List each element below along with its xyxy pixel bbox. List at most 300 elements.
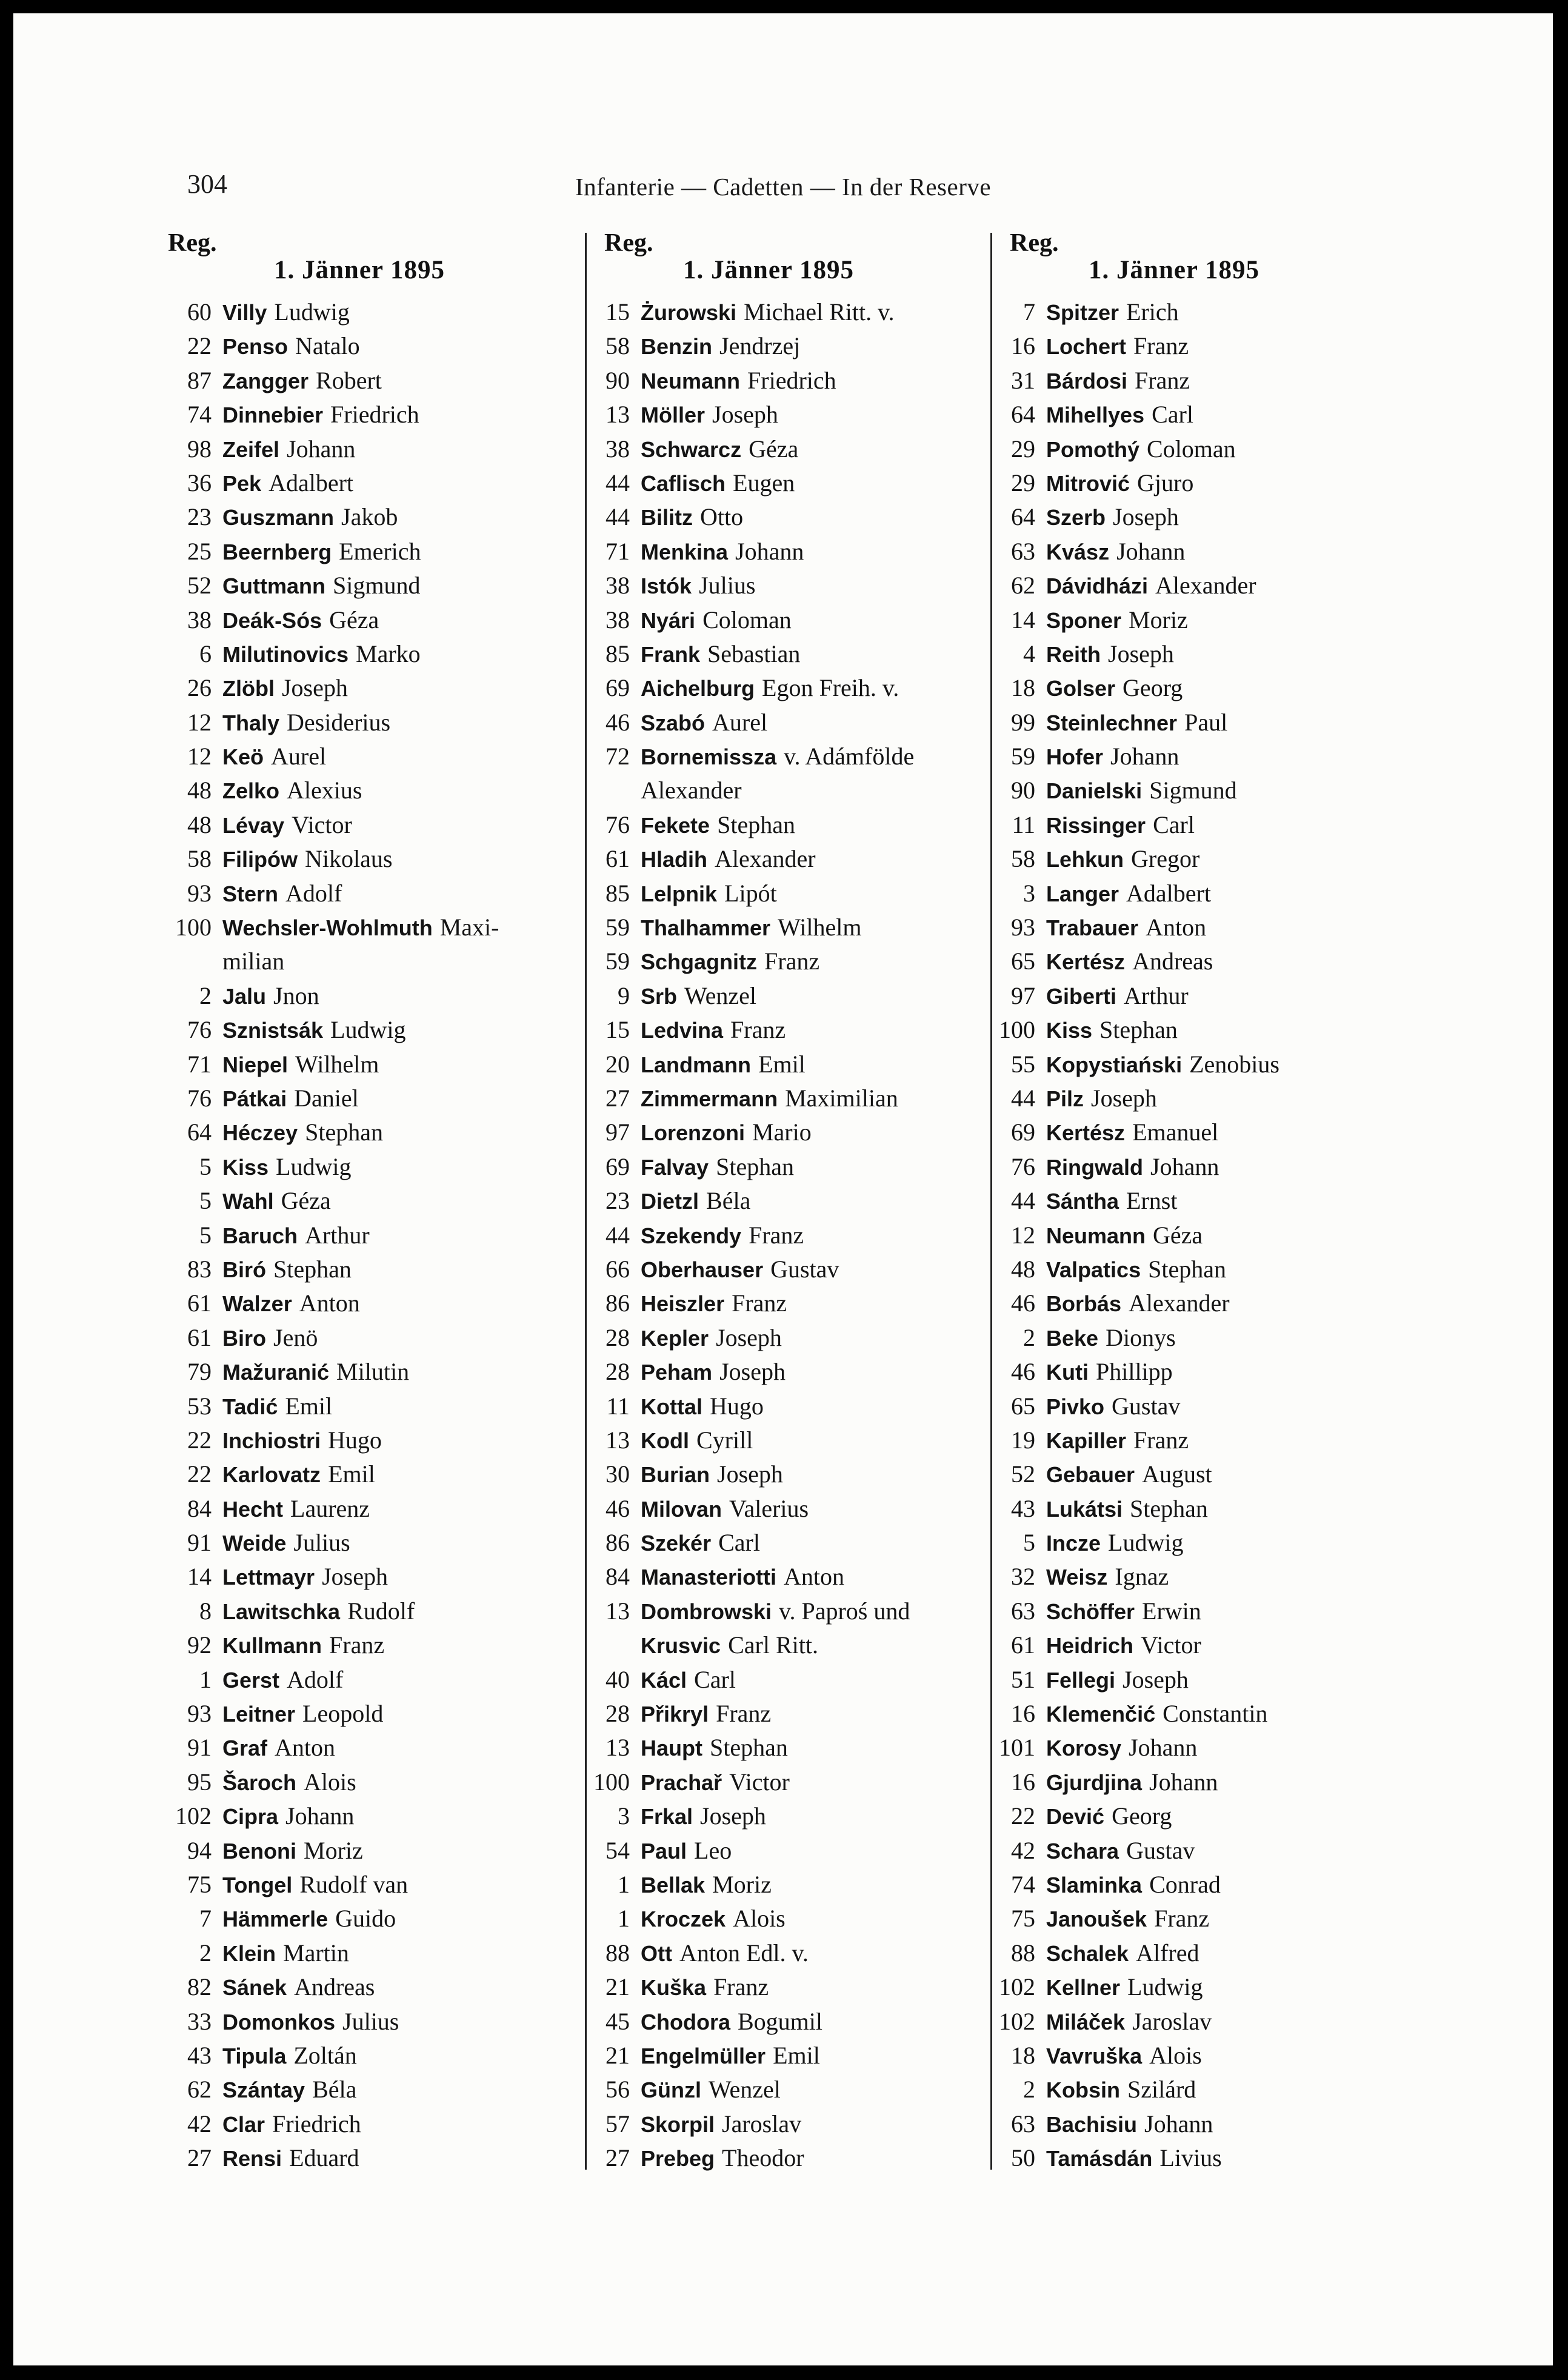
cadet-name — [641, 1936, 809, 1971]
regiment-number: 102 — [999, 2007, 1035, 2035]
given-name: Julius — [342, 2007, 399, 2035]
given-name: Adolf — [285, 879, 342, 907]
list-item — [586, 1868, 989, 1902]
surname: Wahl — [222, 1189, 274, 1214]
list-item — [992, 569, 1404, 603]
given-name: Emil — [773, 2041, 820, 2069]
list-item — [992, 1868, 1404, 1902]
list-item — [586, 535, 989, 569]
cadet-name — [222, 535, 421, 569]
given-name: Ludwig — [276, 1152, 352, 1180]
regiment-number: 93 — [187, 879, 212, 907]
cadet-name — [222, 808, 352, 843]
given-name: August — [1142, 1460, 1212, 1488]
list-item — [168, 603, 580, 637]
surname: Mažuranić — [222, 1360, 330, 1385]
surname: Zangger — [222, 368, 309, 393]
reg-label: Reg. — [168, 229, 217, 257]
given-name: Gustav — [770, 1255, 839, 1283]
regiment-number: 69 — [606, 1152, 630, 1180]
list-item — [586, 1252, 989, 1286]
cadet-name — [222, 329, 360, 364]
surname: Rissinger — [1046, 812, 1146, 838]
surname: Kvász — [1046, 539, 1110, 564]
surname: Steinlechner — [1046, 710, 1178, 735]
regiment-number: 1 — [199, 1665, 212, 1693]
surname: Lehkun — [1046, 847, 1124, 872]
surname: Bornemissza — [641, 744, 777, 770]
given-name: Daniel — [294, 1084, 359, 1112]
given-name: Marko — [356, 640, 421, 667]
surname: Graf — [222, 1736, 268, 1761]
surname: Reith — [1046, 641, 1101, 667]
regiment-number: 97 — [1011, 981, 1035, 1009]
cadet-name — [1046, 603, 1188, 638]
regiment-number: 88 — [606, 1939, 630, 1967]
cadet-name — [1046, 1663, 1189, 1697]
cadet-name — [222, 569, 420, 603]
regiment-number: 13 — [606, 1426, 630, 1454]
surname: Pivko — [1046, 1394, 1105, 1419]
list-item — [168, 364, 580, 398]
cadet-name — [641, 911, 861, 945]
given-name: Gregor — [1131, 845, 1200, 873]
surname: Lochert — [1046, 334, 1127, 359]
regiment-number: 59 — [606, 948, 630, 975]
list-item — [168, 398, 580, 432]
cadet-name — [641, 1799, 766, 1834]
cadet-name — [1046, 466, 1193, 501]
cadet-name — [641, 706, 767, 740]
regiment-number: 44 — [1011, 1084, 1035, 1112]
cadet-name — [641, 808, 795, 843]
regiment-number: 29 — [1011, 435, 1035, 463]
list-item — [992, 1252, 1404, 1286]
given-name: Zoltán — [293, 2041, 357, 2069]
regiment-number: 21 — [606, 2041, 630, 2069]
surname: Bárdosi — [1046, 368, 1128, 393]
surname: Guszmann — [222, 505, 335, 530]
regiment-number: 93 — [1011, 914, 1035, 941]
cadet-name — [1046, 1628, 1201, 1663]
surname: Kertész — [1046, 949, 1126, 975]
list-item — [586, 398, 989, 432]
regiment-number: 16 — [1011, 332, 1035, 360]
given-name: Andreas — [1132, 948, 1213, 975]
regiment-number: 15 — [606, 1016, 630, 1044]
given-name: Conrad — [1149, 1870, 1221, 1898]
regiment-number: 14 — [1011, 606, 1035, 633]
surname: Kuška — [641, 1975, 707, 2001]
cadet-name — [222, 774, 362, 808]
list-item — [168, 2107, 580, 2141]
list-item — [992, 535, 1404, 569]
cadet-name — [641, 1594, 910, 1629]
surname: Chodora — [641, 2009, 730, 2034]
list-item — [586, 808, 989, 842]
regiment-number: 99 — [1011, 708, 1035, 736]
list-item — [168, 1184, 580, 1218]
list-item — [168, 2073, 580, 2107]
surname: Srb — [641, 983, 678, 1009]
regiment-number: 7 — [1023, 298, 1035, 326]
surname: Zimmermann — [641, 1086, 778, 1111]
given-name: Lipót — [724, 879, 777, 907]
given-name: Franz — [713, 1973, 769, 2001]
list-item — [586, 1628, 989, 1662]
given-name: Ludwig — [1127, 1973, 1203, 2001]
regiment-number: 63 — [1011, 2110, 1035, 2138]
regiment-number: 13 — [606, 1734, 630, 1762]
list-item — [168, 1355, 580, 1389]
cadet-name — [1046, 1765, 1218, 1800]
surname: Bachisiu — [1046, 2111, 1138, 2137]
surname: Zeifel — [222, 436, 280, 462]
given-name: Julius — [293, 1529, 350, 1557]
cadet-name — [222, 1048, 379, 1082]
surname: Burian — [641, 1462, 710, 1488]
regiment-number: 101 — [999, 1734, 1035, 1762]
given-name: Johann — [1144, 2110, 1213, 2138]
surname: Klemenčić — [1046, 1702, 1156, 1727]
cadet-name — [641, 1252, 839, 1287]
given-name: Moriz — [304, 1836, 363, 1864]
regiment-number: 93 — [187, 1700, 212, 1728]
list-item — [586, 1321, 989, 1355]
given-name: Béla — [706, 1187, 751, 1215]
regiment-number: 62 — [1011, 572, 1035, 600]
cadet-name — [222, 1355, 409, 1389]
given-name: Laurenz — [290, 1494, 370, 1522]
surname: Milovan — [641, 1496, 722, 1522]
regiment-number: 30 — [606, 1460, 630, 1488]
cadet-name — [1046, 706, 1227, 740]
given-name: Emerich — [339, 537, 421, 565]
given-name: Alexius — [287, 777, 362, 804]
cadet-name — [222, 2141, 359, 2176]
regiment-number: 5 — [199, 1187, 212, 1215]
regiment-number: 4 — [1023, 640, 1035, 667]
given-name: Franz — [732, 1289, 787, 1317]
regiment-number: 19 — [1011, 1426, 1035, 1454]
surname: Schalek — [1046, 1940, 1129, 1966]
regiment-number: 100 — [593, 1768, 630, 1796]
surname: Sánek — [222, 1975, 287, 2001]
cadet-name — [1046, 740, 1179, 774]
surname: Sántha — [1046, 1189, 1119, 1214]
given-name: Joseph — [717, 1460, 783, 1488]
cadet-name — [641, 1150, 794, 1185]
list-item — [586, 740, 989, 774]
cadet-name — [641, 364, 836, 398]
given-name: Victor — [1141, 1631, 1201, 1659]
date-label: 1. Jänner 1895 — [1089, 256, 1259, 284]
regiment-number: 2 — [199, 981, 212, 1009]
cadet-name — [222, 1081, 359, 1116]
list-item — [168, 1628, 580, 1662]
given-name: Sebastian — [707, 640, 801, 667]
surname: Heiszler — [641, 1291, 725, 1317]
list-item — [992, 911, 1404, 944]
cadet-name — [641, 637, 800, 672]
list-item — [168, 500, 580, 534]
list-item — [992, 1081, 1404, 1115]
surname: Schgagnitz — [641, 949, 758, 975]
surname: Kullmann — [222, 1633, 322, 1659]
regiment-number: 46 — [1011, 1289, 1035, 1317]
cadet-name — [1046, 637, 1174, 672]
list-item — [992, 329, 1404, 363]
regiment-number: 75 — [187, 1870, 212, 1898]
cadet-name — [641, 1970, 769, 2005]
surname: Sznistsák — [222, 1018, 324, 1043]
list-item — [992, 1389, 1404, 1423]
surname: Bellak — [641, 1872, 706, 1897]
given-name: Rudolf — [347, 1597, 415, 1625]
cadet-name — [641, 603, 792, 638]
column-2 — [586, 229, 989, 2175]
list-item — [168, 1560, 580, 1594]
cadet-name — [222, 295, 350, 330]
list-item — [586, 911, 989, 944]
list-item — [168, 1492, 580, 1526]
regiment-number: 23 — [606, 1187, 630, 1215]
list-item — [586, 1765, 989, 1799]
surname: Bilitz — [641, 505, 693, 530]
surname: Deák-Sós — [222, 607, 322, 633]
cadet-name — [1046, 774, 1237, 808]
given-name: Egon Freih. v. — [762, 674, 899, 702]
regiment-number: 58 — [187, 845, 212, 873]
surname: Haupt — [641, 1736, 702, 1761]
cadet-name — [222, 2005, 399, 2039]
regiment-number: 11 — [1012, 811, 1035, 838]
regiment-number: 38 — [187, 606, 212, 633]
surname: Lelpnik — [641, 881, 718, 906]
cadet-name — [222, 1286, 360, 1321]
given-name: Alexander — [715, 845, 816, 873]
given-name: Martin — [283, 1939, 349, 1967]
cadet-name — [222, 637, 421, 672]
regiment-number: 95 — [187, 1768, 212, 1796]
cadet-name — [641, 2039, 820, 2073]
regiment-number: 65 — [1011, 948, 1035, 975]
list-item — [168, 466, 580, 500]
regiment-number: 97 — [606, 1118, 630, 1146]
given-name: Aurel — [712, 708, 768, 736]
regiment-number: 50 — [1011, 2144, 1035, 2172]
surname: Keö — [222, 744, 264, 770]
surname: Mitrović — [1046, 470, 1130, 496]
regiment-number: 28 — [606, 1358, 630, 1386]
list-item — [586, 569, 989, 603]
surname: Leitner — [222, 1702, 296, 1727]
given-name: Otto — [700, 503, 744, 531]
cadet-name — [222, 1115, 383, 1150]
regiment-number: 60 — [187, 298, 212, 326]
surname: Benoni — [222, 1838, 296, 1864]
given-name: Joseph — [712, 401, 778, 429]
cadet-name — [641, 466, 795, 501]
surname: Landmann — [641, 1052, 752, 1077]
list-item — [992, 364, 1404, 398]
date-label: 1. Jänner 1895 — [683, 256, 854, 284]
list-item — [992, 2039, 1404, 2073]
cadet-name — [641, 1218, 804, 1253]
cadet-name — [222, 500, 398, 535]
surname: Šaroch — [222, 1770, 297, 1795]
surname: Pátkai — [222, 1086, 287, 1111]
list-item — [992, 1184, 1404, 1218]
surname: Żurowski — [641, 300, 737, 325]
list-item — [168, 911, 580, 944]
cadet-name — [1046, 1355, 1173, 1389]
regiment-number: 86 — [606, 1289, 630, 1317]
cadet-name — [222, 1902, 396, 1936]
cadet-name — [222, 1765, 356, 1800]
given-name: Wilhelm — [295, 1050, 379, 1078]
regiment-number: 92 — [187, 1631, 212, 1659]
regiment-number: 82 — [187, 1973, 212, 2001]
cadet-name — [1046, 979, 1189, 1014]
regiment-number: 85 — [606, 640, 630, 667]
given-name: Alois — [1149, 2041, 1202, 2069]
list-item — [168, 1389, 580, 1423]
given-name: Joseph — [1091, 1084, 1157, 1112]
list-item — [168, 1663, 580, 1697]
surname: Schara — [1046, 1838, 1119, 1864]
given-name: Johann — [285, 1802, 355, 1830]
cadet-name — [1046, 1048, 1279, 1082]
list-item — [168, 979, 580, 1013]
surname: Heidrich — [1046, 1633, 1134, 1659]
regiment-number: 38 — [606, 572, 630, 600]
page-header — [13, 169, 1553, 205]
list-item — [168, 1765, 580, 1799]
list-item — [586, 1355, 989, 1389]
regiment-number: 64 — [187, 1118, 212, 1146]
list-item — [992, 466, 1404, 500]
list-item — [992, 1697, 1404, 1731]
cadet-name — [1046, 2073, 1196, 2107]
list-item — [586, 1902, 989, 1936]
list-item — [168, 1526, 580, 1560]
regiment-number: 44 — [1011, 1187, 1035, 1215]
surname: Prebeg — [641, 2146, 715, 2171]
list-item — [168, 1321, 580, 1355]
surname: Hofer — [1046, 744, 1104, 770]
list-item — [168, 2039, 580, 2073]
cadet-name — [641, 1389, 764, 1424]
surname: Kottal — [641, 1394, 702, 1419]
given-name: Victor — [729, 1768, 790, 1796]
list-item — [168, 1868, 580, 1902]
regiment-number: 94 — [187, 1836, 212, 1864]
cadet-name — [1046, 1115, 1218, 1150]
regiment-number: 44 — [606, 469, 630, 496]
column-header — [992, 229, 1404, 295]
regiment-number: 79 — [187, 1358, 212, 1386]
surname: Langer — [1046, 881, 1119, 906]
surname: Biró — [222, 1257, 266, 1282]
list-item — [992, 1628, 1404, 1662]
list-item — [586, 2039, 989, 2073]
regiment-number: 27 — [606, 1084, 630, 1112]
cadet-name — [641, 1628, 818, 1663]
list-item — [992, 706, 1404, 740]
given-name: Ludwig — [1108, 1529, 1184, 1557]
regiment-number: 65 — [1011, 1392, 1035, 1420]
surname: Schöffer — [1046, 1599, 1135, 1624]
given-name: Stephan — [273, 1255, 352, 1283]
regiment-number: 76 — [1011, 1152, 1035, 1180]
given-name: Anton — [299, 1289, 360, 1317]
cadet-name — [1046, 1594, 1201, 1629]
given-name: Alexander — [1155, 572, 1256, 600]
given-name: Franz — [749, 1221, 804, 1249]
given-name: Valerius — [729, 1494, 809, 1522]
surname: Thalhammer — [641, 915, 771, 941]
list-item — [586, 1457, 989, 1491]
cadet-name — [641, 1526, 760, 1560]
regiment-number: 62 — [187, 2076, 212, 2104]
given-name: Maximilian — [785, 1084, 898, 1112]
list-item — [992, 1594, 1404, 1628]
surname: Neumann — [641, 368, 741, 393]
given-name: Stephan — [1148, 1255, 1226, 1283]
surname: Weide — [222, 1531, 287, 1556]
surname: Pomothý — [1046, 436, 1140, 462]
cadet-name — [222, 1799, 354, 1834]
list-item — [992, 1048, 1404, 1081]
surname: Szántay — [222, 2077, 305, 2103]
regiment-number: 58 — [1011, 845, 1035, 873]
running-title: Infanterie — Cadetten — In der Reserve — [575, 173, 992, 201]
surname: Borbás — [1046, 1291, 1122, 1317]
list-item — [586, 1184, 989, 1218]
regiment-number: 32 — [1011, 1563, 1035, 1591]
given-name: Ignaz — [1115, 1563, 1169, 1591]
given-name: Anton — [784, 1563, 845, 1591]
regiment-number: 84 — [187, 1494, 212, 1522]
list-item — [168, 808, 580, 842]
regiment-number: 42 — [1011, 1836, 1035, 1864]
given-name: Alois — [733, 1905, 786, 1933]
surname: Karlovatz — [222, 1462, 321, 1488]
list-item — [586, 2141, 989, 2175]
regiment-number: 9 — [618, 981, 630, 1009]
list-item — [992, 1799, 1404, 1833]
given-name: Eugen — [733, 469, 795, 496]
given-name: Leo — [694, 1836, 732, 1864]
given-name: Aurel — [271, 743, 327, 770]
surname: Dávidházi — [1046, 573, 1149, 599]
given-name: Wenzel — [708, 2076, 781, 2104]
surname: Lettmayr — [222, 1565, 315, 1590]
given-name: Carl Ritt. — [728, 1631, 818, 1659]
list-item — [168, 671, 580, 705]
regiment-number: 31 — [1011, 366, 1035, 394]
cadet-name — [641, 1048, 806, 1082]
list-item — [168, 1013, 580, 1047]
cadet-name — [222, 364, 382, 398]
cadet-name — [222, 1628, 384, 1663]
list-item — [586, 1799, 989, 1833]
cadet-name — [1046, 569, 1256, 603]
cadet-name — [1046, 2039, 1202, 2073]
given-name: Michael Ritt. v. — [744, 298, 895, 326]
list-item — [992, 774, 1404, 807]
